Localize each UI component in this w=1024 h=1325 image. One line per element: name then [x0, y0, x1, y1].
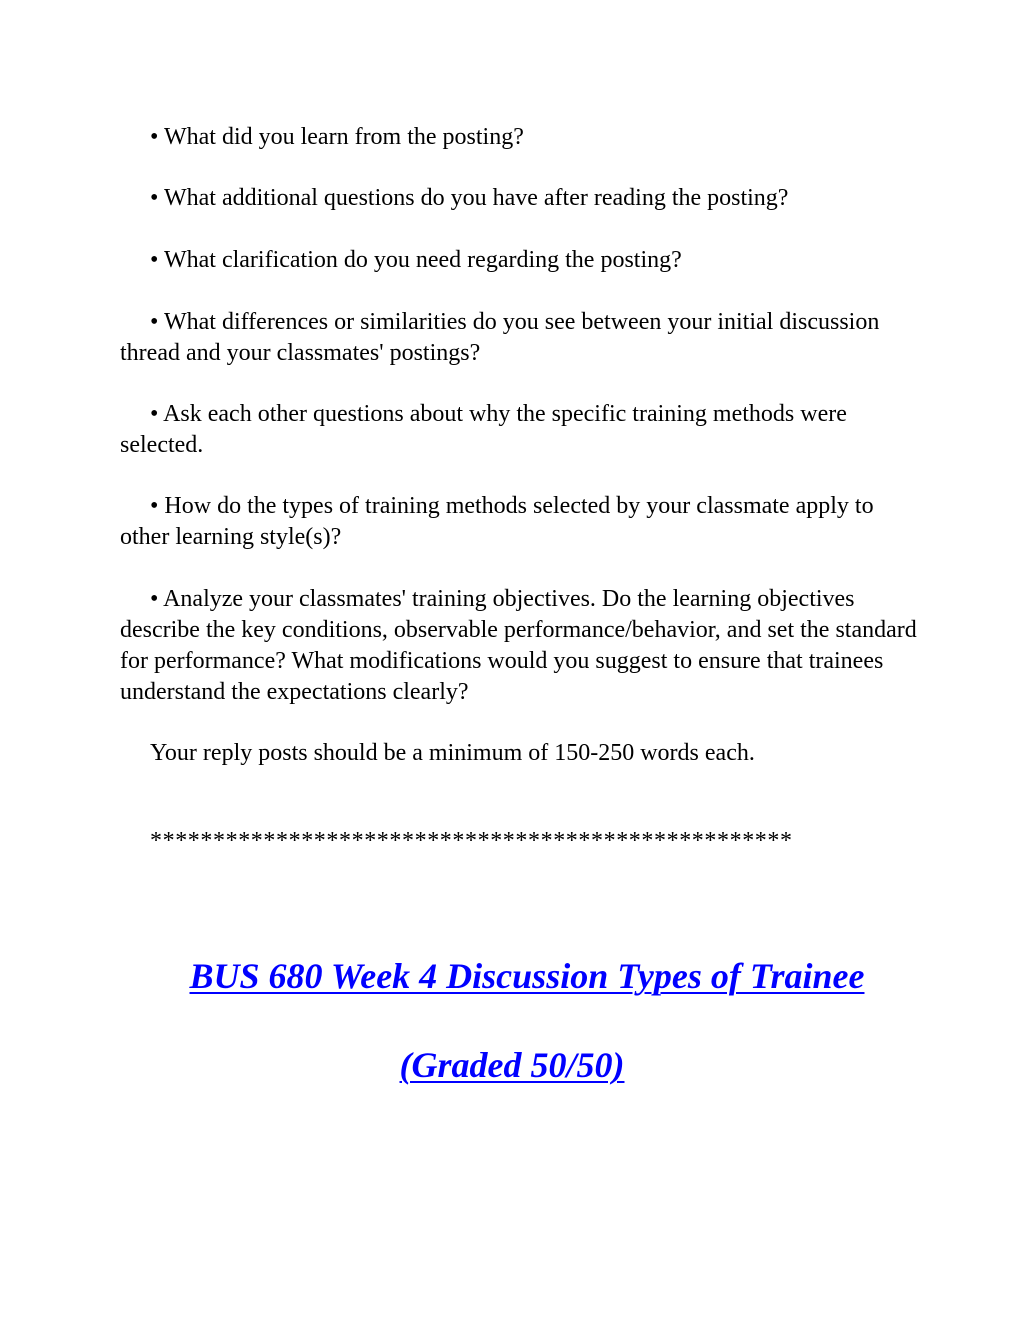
bullet-clarification: • What clarification do you need regarding the posting? [150, 247, 682, 273]
title-link-line2[interactable]: (Graded 50/50) [399, 1045, 625, 1085]
separator-line: *************************************************** [150, 828, 793, 854]
bullet-training-methods: • How do the types of training methods selected by your classmate apply to other learning style(s)? [120, 493, 874, 550]
title-link-line1[interactable]: BUS 680 Week 4 Discussion Types of Trainee [189, 956, 865, 996]
bullet-learned: • What did you learn from the posting? [150, 124, 524, 150]
bullet-ask-questions: • Ask each other questions about why the specific training methods were selected. [120, 401, 847, 458]
bullet-analyze-objectives: • Analyze your classmates' training objectives. Do the learning objectives describe the key conditions, observable performance/behavior, and set the standard for performance? What modifications would you suggest to ensure that trainees understand the expectations clearly? [120, 586, 917, 705]
bullet-differences-similarities: • What differences or similarities do you see between your initial discussion thread and your classmates' postings? [120, 309, 880, 366]
reply-requirement: Your reply posts should be a minimum of 150-250 words each. [150, 740, 755, 766]
bullet-additional-questions: • What additional questions do you have after reading the posting? [150, 185, 789, 211]
